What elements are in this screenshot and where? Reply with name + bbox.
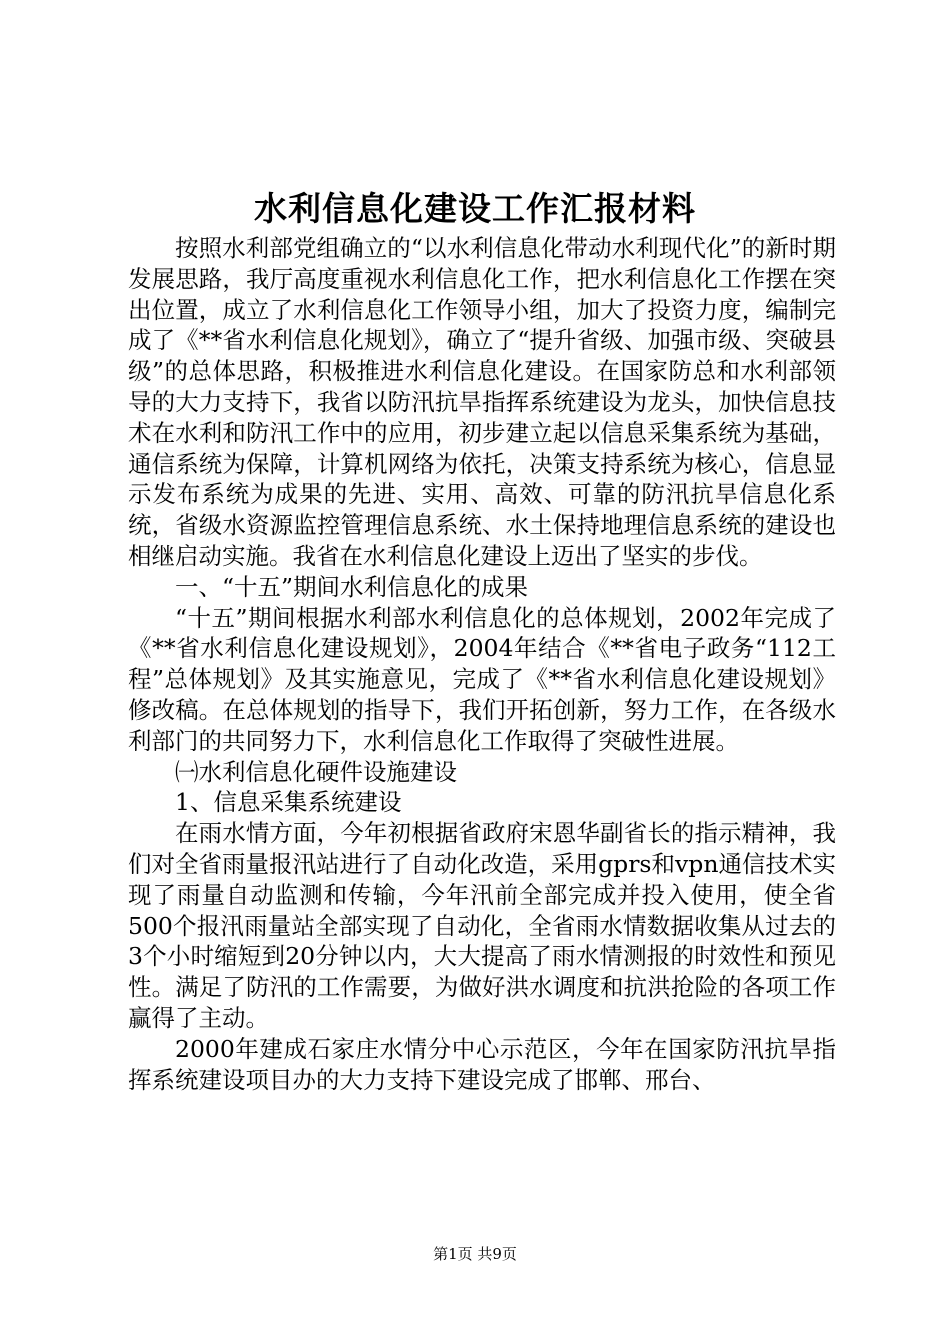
subsection-heading-collection: 1、信息采集系统建设: [175, 788, 402, 817]
page-footer: 第1页 共9页: [433, 1245, 517, 1263]
document-title: 水利信息化建设工作汇报材料: [254, 189, 696, 228]
paragraph-plan: “十五”期间根据水利部水利信息化的总体规划，2002年完成了《**省水利信息化建设规划》，2004年结合《**省电子政务“112工程”总体规划》及其实施意见，完成了《**省水利信息化建设规划》修改稿。在总体规划的指导下，我们开拓创新，努力工作，在各级水利部门的共同努力下，水利信息化工作取得了突破性进展。: [128, 603, 836, 755]
paragraph-rain: 在雨水情方面，今年初根据省政府宋恩华副省长的指示精神，我们对全省雨量报汛站进行了自动化改造，采用gprs和vpn通信技术实现了雨量自动监测和传输，今年汛前全部完成并投入使用，使全省500个报汛雨量站全部实现了自动化，全省雨水情数据收集从过去的3个小时缩短到20分钟以内，大大提高了雨水情测报的时效性和预见性。满足了防汛的工作需要，为做好洪水调度和抗洪抢险的各项工作赢得了主动。: [128, 819, 836, 1032]
paragraph-2000: 2000年建成石家庄水情分中心示范区，今年在国家防汛抗旱指挥系统建设项目办的大力支持下建设完成了邯郸、邢台、: [128, 1034, 836, 1094]
subsection-heading-hardware: ㈠水利信息化硬件设施建设: [175, 757, 457, 786]
section-heading-1: 一、“十五”期间水利信息化的成果: [175, 572, 529, 601]
paragraph-intro: 按照水利部党组确立的“以水利信息化带动水利现代化”的新时期发展思路，我厅高度重视水利信息化工作，把水利信息化工作摆在突出位置，成立了水利信息化工作领导小组，加大了投资力度，编制完成了《**省水利信息化规划》，确立了“提升省级、加强市级、突破县级”的总体思路，积极推进水利信息化建设。在国家防总和水利部领导的大力支持下，我省以防汛抗旱指挥系统建设为龙头，加快信息技术在水利和防汛工作中的应用，初步建立起以信息采集系统为基础，通信系统为保障，计算机网络为依托，决策支持系统为核心，信息显示发布系统为成果的先进、实用、高效、可靠的防汛抗旱信息化系统，省级水资源监控管理信息系统、水土保持地理信息系统的建设也相继启动实施。我省在水利信息化建设上迈出了坚实的步伐。: [128, 234, 836, 570]
document-body: [128, 233, 836, 1095]
